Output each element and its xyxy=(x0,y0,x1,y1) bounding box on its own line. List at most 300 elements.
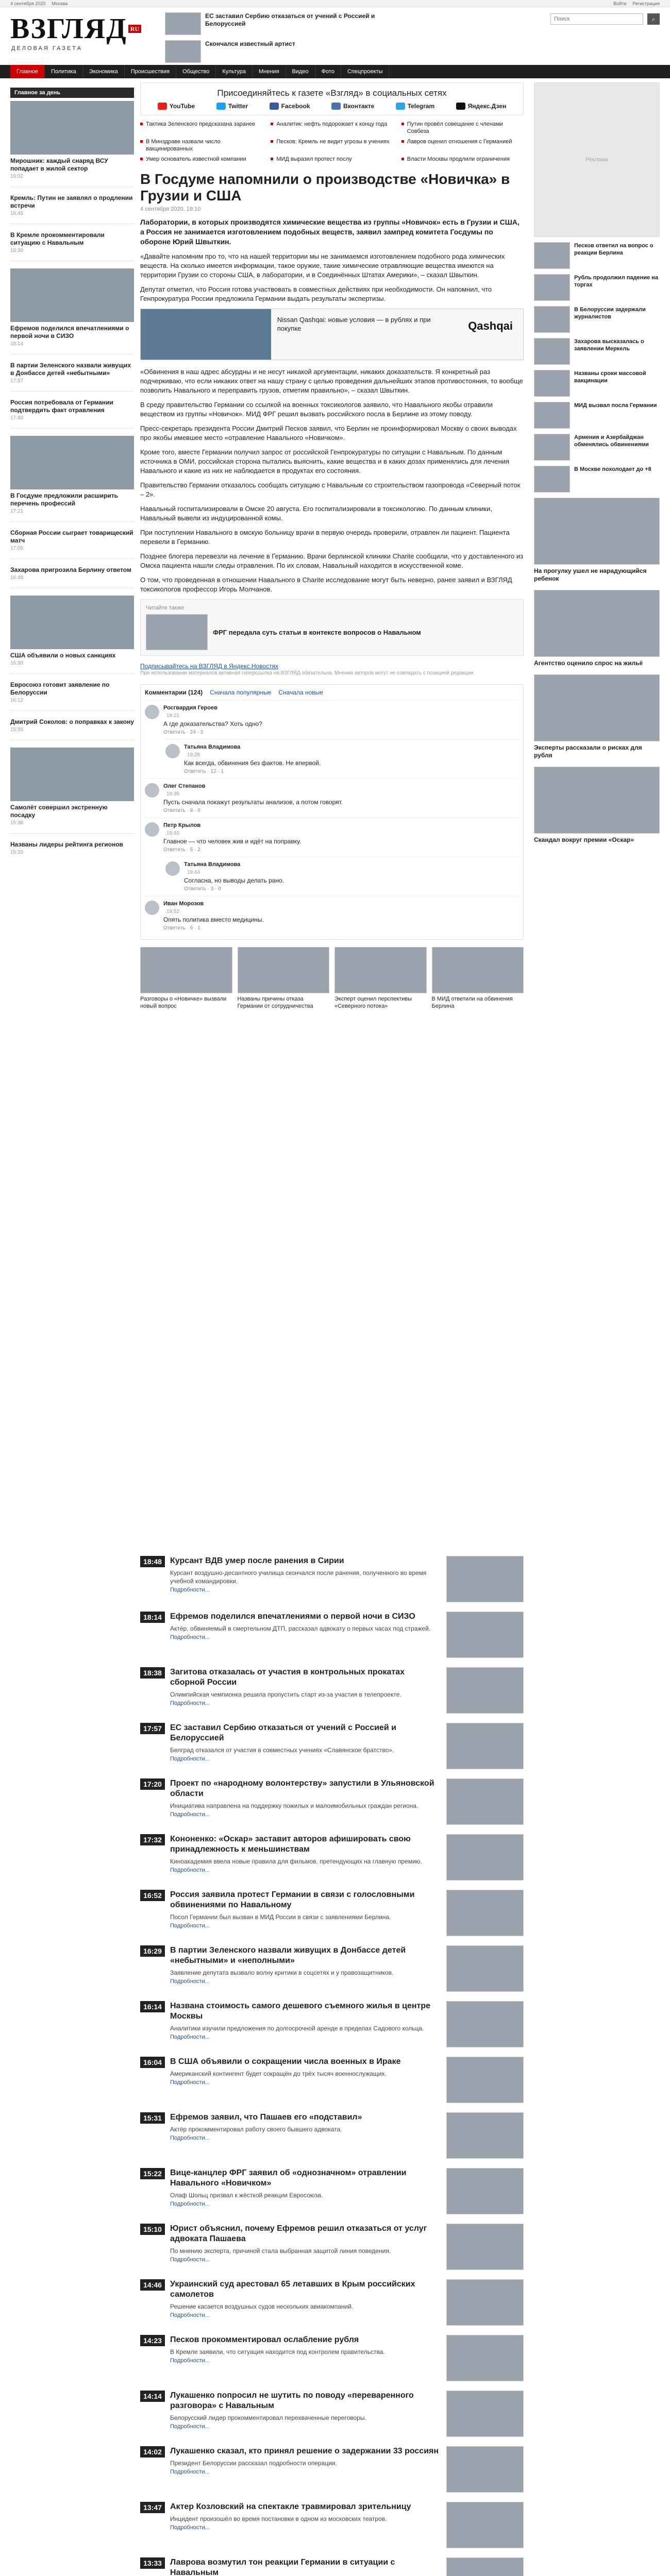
right-thumb xyxy=(534,402,570,429)
right-big-thumb xyxy=(534,674,660,741)
news-time: 15:20 xyxy=(10,850,24,855)
teaser-title: В МИД ответили на обвинения Берлина xyxy=(431,996,513,1009)
right-thumb xyxy=(534,434,570,461)
news-time: 17:21 xyxy=(10,509,24,514)
article-paragraph: «Давайте напомним про то, что на нашей территории мы не занимаемся изготовлением подобного рода химических веществ. На сколько имеется информации, такое оружие, такие химические отравляющие вещества имеются на территории Грузии со стороны США, в лаборатории, и в Соединённых Штатах Америки», – сказал Швыткин. xyxy=(140,252,505,279)
feed-item xyxy=(140,1834,524,1880)
comment-time: 19:44 xyxy=(187,870,200,875)
left-news-item[interactable] xyxy=(10,681,134,703)
bottom-teaser[interactable] xyxy=(432,947,524,1010)
top-news-item[interactable]: ЕС заставил Сербию отказаться от учений с Россией и Белоруссией xyxy=(165,12,387,35)
feed-headline[interactable]: Проект по «народному волонтерству» запустили в Ульяновской области xyxy=(170,1779,434,1798)
nav-item[interactable]: Политика xyxy=(45,65,83,78)
teaser-title: Названы причины отказа Германии от сотрудничества xyxy=(237,996,313,1009)
feed-thumb xyxy=(446,1890,524,1936)
teaser-text: Тактика Зеленского предсказана заранее xyxy=(146,121,256,127)
zen-link[interactable]: Яндекс.Дзен xyxy=(456,103,507,110)
nav-item[interactable]: Спецпроекты xyxy=(341,65,390,78)
comment-actions[interactable]: Ответить · 12 · 1 xyxy=(184,769,224,774)
register-link[interactable]: Регистрация xyxy=(632,1,660,6)
news-time: 19:02 xyxy=(10,174,24,179)
left-news-item[interactable] xyxy=(10,399,134,421)
news-time: 16:12 xyxy=(10,698,24,703)
right-news-item[interactable] xyxy=(534,306,660,333)
comment-actions[interactable]: Ответить · 5 · 2 xyxy=(163,847,200,853)
avatar xyxy=(145,901,159,915)
feed-headline[interactable]: В США объявили о сокращении числа военных в Ираке xyxy=(170,2057,401,2066)
left-news-item[interactable] xyxy=(10,566,134,581)
feed-description: Инициатива направлена на поддержку пожилых и малоимобильных граждан региона. xyxy=(170,1802,418,1809)
zen-icon xyxy=(456,103,465,110)
teaser-item[interactable] xyxy=(140,121,262,135)
right-news-title: МИД вызвал посла Германии xyxy=(574,402,657,409)
feed-time: 16:29 xyxy=(140,1945,165,1957)
comment xyxy=(165,739,519,778)
right-big-title: Агентство оценило спрос на жильё xyxy=(534,659,643,667)
bottom-teaser[interactable] xyxy=(238,947,330,1010)
comment-actions[interactable]: Ответить · 8 · 0 xyxy=(163,808,200,814)
right-news-title: Песков ответил на вопрос о реакции Берлина xyxy=(574,243,654,256)
article-paragraph: Навальный госпитализировали в Омске 20 августа. Его госпитализировали в токсикологию. По данным клиники, Навальный вывели из индуцированной комы. xyxy=(140,505,492,522)
news-caption: Названы лидеры рейтинга регионов xyxy=(10,841,123,848)
comment-time: 19:35 xyxy=(166,791,180,797)
feed-more-link[interactable]: Подробности... xyxy=(170,1923,210,1929)
comment-author[interactable]: Татьяна Владимова xyxy=(184,744,241,750)
comment-text: Опять политика вместо медицины. xyxy=(163,916,264,923)
copyright-note: При использовании материалов активная гиперссылка на ВЗГЛЯД обязательна. Мнения авторов могут не совпадать с позицией редакции. xyxy=(140,670,475,676)
twitter-icon xyxy=(216,103,226,110)
top-news-item[interactable]: Скончался известный артист xyxy=(165,40,387,63)
feed-more-link[interactable]: Подробности... xyxy=(170,1811,210,1818)
feed-more-link[interactable]: Подробности... xyxy=(170,2358,210,2364)
nav-item[interactable]: Мнения xyxy=(253,65,286,78)
header xyxy=(0,7,670,65)
feed-item xyxy=(140,2168,524,2214)
teaser-item[interactable] xyxy=(140,138,262,152)
left-news-item[interactable] xyxy=(10,718,134,733)
bottom-teasers xyxy=(140,947,524,1010)
feed-thumb xyxy=(446,1612,524,1658)
comments-block xyxy=(140,684,524,940)
bullet-icon xyxy=(401,158,404,160)
teaser-text: Аналитик: нефть подорожает к концу года xyxy=(276,121,388,127)
right-news-title: Армения и Азербайджан обменялись обвинениями xyxy=(574,434,649,448)
right-news-item[interactable] xyxy=(534,434,660,461)
feed-time: 15:31 xyxy=(140,2112,165,2124)
article-date: 4 сентября 2020, 19:10 xyxy=(140,206,201,212)
facebook-icon xyxy=(270,103,279,110)
youtube-icon xyxy=(158,103,167,110)
comment-time: 19:40 xyxy=(166,831,180,836)
teaser-thumb xyxy=(238,947,330,993)
teaser-grid xyxy=(140,121,524,163)
left-news-item[interactable] xyxy=(10,194,134,216)
nav-item[interactable]: Фото xyxy=(315,65,341,78)
comment-time: 19:28 xyxy=(187,752,200,758)
right-news-item[interactable] xyxy=(534,242,660,269)
right-big-list xyxy=(534,498,660,844)
feed-time: 13:47 xyxy=(140,2502,165,2513)
nav-item[interactable]: Культура xyxy=(216,65,253,78)
feed-item xyxy=(140,1778,524,1825)
feed-description: Белград отказался от участия в совместных учениях «Славянское братство». xyxy=(170,1747,394,1754)
sort-new[interactable]: Сначала новые xyxy=(278,689,323,696)
article-lead: Лаборатории, в которых производятся химические вещества из группы «Новичок» есть в Грузии и США, а Россия не занимается изготовлением подобных веществ, заявил зампред комитета Госдумы по обороне Юрий Швыткин. xyxy=(140,218,520,246)
feed-headline[interactable]: Вице-канцлер ФРГ заявил об «однозначном» отравлении Навального «Новичком» xyxy=(170,2168,407,2188)
nav-item[interactable]: Видео xyxy=(286,65,315,78)
bullet-icon xyxy=(271,158,273,160)
right-news-title: Захарова высказалась о заявлении Меркель xyxy=(574,338,644,352)
feed-headline[interactable]: Названа стоимость самого дешевого съемного жилья в центре Москвы xyxy=(170,2002,431,2021)
feed-headline[interactable]: Песков прокомментировал ослабление рубля xyxy=(170,2335,359,2344)
teaser-text: Умер основатель известной компании xyxy=(146,156,246,162)
news-image xyxy=(10,268,134,322)
teaser-item[interactable] xyxy=(401,121,524,135)
feed-time: 18:14 xyxy=(140,1612,165,1623)
teaser-thumb xyxy=(140,947,232,993)
right-news-list xyxy=(534,242,660,493)
telegram-icon xyxy=(396,103,405,110)
teaser-text: Лавров оценил отношения с Германией xyxy=(407,139,512,145)
news-caption: Россия потребовала от Германии подтвердить факт отравления xyxy=(10,399,113,414)
teaser-item[interactable] xyxy=(401,138,524,152)
news-caption: Кремль: Путин не заявлял о продлении встречи xyxy=(10,194,133,209)
feed-item xyxy=(140,2057,524,2103)
right-big-item[interactable] xyxy=(534,674,660,759)
left-news-item[interactable] xyxy=(10,596,134,666)
left-news-item[interactable] xyxy=(10,231,134,253)
separator xyxy=(10,833,134,834)
bullet-icon xyxy=(271,123,273,125)
feed-thumb xyxy=(446,2279,524,2326)
feed-time: 15:22 xyxy=(140,2168,165,2179)
feed-item xyxy=(140,1723,524,1769)
news-time: 18:45 xyxy=(10,211,24,216)
right-column xyxy=(534,82,660,851)
feed-item xyxy=(140,2112,524,2159)
news-caption: В Госдуме предложили расширить перечень профессий xyxy=(10,492,118,507)
teaser-text: Песков: Кремль не видит угрозы в учениях xyxy=(276,139,390,145)
feed-more-link[interactable]: Подробности... xyxy=(170,1634,210,1640)
right-big-title: На прогулку ушел не нарадующийся ребенок xyxy=(534,567,647,582)
teaser-item[interactable] xyxy=(271,138,393,152)
feed-headline[interactable]: Актер Козловский на спектакле травмировал зрительницу xyxy=(170,2502,411,2511)
nav-item[interactable]: Главное xyxy=(10,65,45,78)
news-caption: Сборная России сыграет товарищеский матч xyxy=(10,529,133,544)
comment-text: Главное — что человек жив и идёт на поправку. xyxy=(163,838,301,845)
right-big-item[interactable] xyxy=(534,590,660,667)
teaser-item[interactable] xyxy=(271,156,393,163)
article-paragraph: Позднее блогера перевезли на лечение в Германию. Врачи берлинской клиники Charite сообщили, что у доставленного из Омска пациента нашли следы отравления. По их словам, Навальный находится в искусственной коме. xyxy=(140,552,524,569)
teaser-text: В Минздраве назвали число вакцинированных xyxy=(146,139,221,152)
site-logo[interactable]: ВЗГЛЯД $^{RU}$ xyxy=(10,14,141,43)
feed-thumb xyxy=(446,2446,524,2493)
feed-description: Заявление депутата вызвало волну критики в соцсетях и у правозащитников. xyxy=(170,1969,394,1976)
news-caption: В Кремле прокомментировали ситуацию с Навальным xyxy=(10,231,105,246)
right-news-item[interactable] xyxy=(534,370,660,397)
article-paragraph: О том, что проведенная в отношении Навального в Charite исследование могут быть неверно, ранее заявил и ВЗГЛЯД токсикологов профессор Игорь Молчанов. xyxy=(140,576,512,593)
feed-description: Инцидент произошёл во время постановки в одном из московских театров. xyxy=(170,2515,387,2522)
feed-headline[interactable]: Ефремов поделился впечатлениями о первой ночи в СИЗО xyxy=(170,1612,415,1621)
feed-headline[interactable]: Загитова отказалась от участия в контрольных прокатах сборной России xyxy=(170,1668,405,1687)
bullet-icon xyxy=(401,140,404,143)
avatar xyxy=(165,861,180,876)
feed-more-link[interactable]: Подробности... xyxy=(170,1867,210,1873)
feed-thumb xyxy=(446,2557,524,2576)
feed-description: Белорусский лидер прокомментировал перехваченные переговоры. xyxy=(170,2414,366,2421)
news-time: 18:30 xyxy=(10,248,24,253)
feed-thumb xyxy=(446,1834,524,1880)
feed-thumb xyxy=(446,1667,524,1714)
comment-author[interactable]: Олег Степанов xyxy=(163,783,206,789)
nav-item[interactable]: Общество xyxy=(176,65,216,78)
feed-description: В Кремле заявили, что ситуация находится под контролем правительства. xyxy=(170,2348,385,2355)
comment-actions[interactable]: Ответить · 3 · 0 xyxy=(184,886,221,892)
feed-headline[interactable]: Юрист объяснил, почему Ефремов решил отказаться от услуг адвоката Пашаева xyxy=(170,2224,427,2243)
right-thumb xyxy=(534,370,570,397)
feed-item xyxy=(140,2224,524,2270)
avatar xyxy=(145,705,159,719)
feed-time: 17:20 xyxy=(140,1778,165,1790)
comment xyxy=(145,700,519,739)
facebook-link[interactable]: Facebook xyxy=(270,103,310,110)
related-box[interactable] xyxy=(140,599,524,656)
bottom-teaser[interactable] xyxy=(334,947,427,1010)
header-search xyxy=(550,13,660,25)
teaser-text: Путин провёл совещание с членами Совбеза xyxy=(407,121,503,134)
center-column xyxy=(140,82,524,1017)
separator xyxy=(10,710,134,711)
twitter-link[interactable]: Twitter xyxy=(216,103,248,110)
feed-time: 16:04 xyxy=(140,2057,165,2068)
feed-thumb xyxy=(446,2335,524,2381)
search-input[interactable] xyxy=(550,13,643,25)
feed-thumb xyxy=(446,2168,524,2214)
left-news-item[interactable] xyxy=(10,748,134,826)
bullet-icon xyxy=(401,123,404,125)
right-big-item[interactable] xyxy=(534,498,660,583)
feed-headline[interactable]: Лукашенко сказал, кто принял решение о задержании 33 россиян xyxy=(170,2447,439,2455)
news-time: 17:05 xyxy=(10,546,24,551)
feed-description: Киноакадемия ввела новые правила для фильмов, претендующих на главную премию. xyxy=(170,1858,423,1865)
right-news-title: Рубль продолжил падение на торгах xyxy=(574,275,658,288)
feed-more-link[interactable]: Подробности... xyxy=(170,1756,210,1762)
separator xyxy=(10,558,134,559)
left-news-item[interactable] xyxy=(10,268,134,347)
news-feed xyxy=(140,1556,524,2576)
feed-time: 14:14 xyxy=(140,2391,165,2402)
ad-brand: Qashqai xyxy=(468,319,513,332)
bullet-icon xyxy=(140,140,143,143)
right-ad[interactable]: Реклама xyxy=(534,82,660,237)
left-news-item[interactable] xyxy=(10,101,134,179)
comment-author[interactable]: Татьяна Владимова xyxy=(184,861,241,868)
news-time: 15:38 xyxy=(10,820,24,826)
feed-item xyxy=(140,2502,524,2548)
search-button[interactable]: ⌕ xyxy=(647,13,660,25)
feed-description: Посол Германии был вызван в МИД России в связи с заявлениями Берлина. xyxy=(170,1913,391,1921)
feed-headline[interactable]: В партии Зеленского назвали живущих в Донбассе детей «небытными» и «неполными» xyxy=(170,1946,406,1965)
feed-item xyxy=(140,2279,524,2326)
news-thumb xyxy=(165,12,201,35)
teaser-item[interactable] xyxy=(140,156,262,163)
feed-more-link[interactable]: Подробности... xyxy=(170,2312,210,2318)
right-news-title: В Белоруссии задержали журналистов xyxy=(574,307,646,320)
feed-more-link[interactable]: Подробности... xyxy=(170,1700,210,1706)
comment-author[interactable]: Росгвардия Героев xyxy=(163,705,217,711)
feed-time: 16:14 xyxy=(140,2001,165,2012)
feed-headline[interactable]: Россия заявила протест Германии в связи с голословными обвинениями по Навальному xyxy=(170,1890,415,1909)
login-link[interactable]: Войти xyxy=(613,1,627,6)
article-ad[interactable] xyxy=(140,309,524,360)
feed-thumb xyxy=(446,1556,524,1602)
left-news-item[interactable] xyxy=(10,362,134,384)
teaser-thumb xyxy=(334,947,427,993)
right-thumb xyxy=(534,306,570,333)
comment xyxy=(165,857,519,896)
feed-headline[interactable]: Лукашенко попросил не шутить по поводу «переваренного разговора» с Навальным xyxy=(170,2391,414,2410)
right-thumb xyxy=(534,466,570,493)
right-news-item[interactable] xyxy=(534,466,660,493)
feed-more-link[interactable]: Подробности... xyxy=(170,2135,210,2141)
news-time: 17:57 xyxy=(10,378,24,384)
right-big-item[interactable] xyxy=(534,767,660,844)
feed-headline[interactable]: Кононенко: «Оскар» заставит авторов афишировать свою принадлежность к меньшинствам xyxy=(170,1835,411,1854)
feed-more-link[interactable]: Подробности... xyxy=(170,2469,210,2475)
feed-thumb xyxy=(446,2502,524,2548)
top-strip xyxy=(0,0,670,7)
feed-time: 15:10 xyxy=(140,2224,165,2235)
news-caption: США объявили о новых санкциях xyxy=(10,652,116,659)
feed-time: 17:32 xyxy=(140,1834,165,1845)
feed-description: Олаф Шольц призвал к жёсткой реакции Евросоюза. xyxy=(170,2192,323,2199)
feed-item xyxy=(140,1612,524,1658)
feed-headline[interactable]: Лаврова возмутил тон реакции Германии в ситуации с Навальным xyxy=(170,2558,395,2576)
news-image xyxy=(10,748,134,801)
news-caption: Мирошник: каждый снаряд ВСУ попадает в жилой сектор xyxy=(10,157,108,172)
news-caption: Ефремов поделился впечатлениями о первой ночи в СИЗО xyxy=(10,325,129,340)
news-thumb xyxy=(165,40,201,63)
separator xyxy=(10,673,134,674)
comment-actions[interactable]: Ответить · 24 · 3 xyxy=(163,730,204,735)
right-news-item[interactable] xyxy=(534,274,660,301)
feed-thumb xyxy=(446,1778,524,1825)
nav-item[interactable]: Происшествия xyxy=(125,65,176,78)
feed-time: 18:48 xyxy=(140,1556,165,1567)
teaser-title: Разговоры о «Новичке» вызвали новый вопрос xyxy=(140,996,227,1009)
news-caption: Дмитрий Соколов: о поправках к закону xyxy=(10,718,134,725)
right-news-item[interactable] xyxy=(534,338,660,365)
feed-item xyxy=(140,1890,524,1936)
right-thumb xyxy=(534,242,570,269)
social-promo xyxy=(140,82,524,115)
vk-link[interactable]: Вконтакте xyxy=(331,103,374,110)
left-news-item[interactable] xyxy=(10,841,134,855)
nav-item[interactable]: Экономика xyxy=(83,65,125,78)
feed-thumb xyxy=(446,1945,524,1992)
article-paragraph: «Обвинения в наш адрес абсурдны и не несут никакой аргументации, никаких доказательств. Я конкретный раз подчеркиваю, что если никаких ответ на нашу страну с целью проведения дальнейших этапов противостояния, то вообще позволить Навального и переправить грузов, отметим правильно», – сказал Швыткин. xyxy=(140,368,523,394)
feed-more-link[interactable]: Подробности... xyxy=(170,2034,210,2040)
feed-headline[interactable]: Курсант ВДВ умер после ранения в Сирии xyxy=(170,1556,344,1565)
comment-text: Согласна, но выводы делать рано. xyxy=(184,877,284,884)
feed-item xyxy=(140,2446,524,2493)
news-time: 18:14 xyxy=(10,341,24,347)
youtube-link[interactable]: YouTube xyxy=(158,103,195,110)
feed-item xyxy=(140,1556,524,1602)
comment-text: Пусть сначала покажут результаты анализов, а потом говорят. xyxy=(163,799,343,806)
teaser-item[interactable] xyxy=(401,156,524,163)
news-image xyxy=(10,596,134,649)
promo-title: Присоединяйтесь к газете «Взгляд» в социальных сетях xyxy=(217,88,447,98)
article-paragraph: В среду правительство Германии со ссылкой на военных токсикологов заявило, что Навального якобы отравили веществом из группы «Новичок». МИД ФРГ решил вызвать российского посла в Берлине из этому поводу. xyxy=(140,401,493,418)
comment-author[interactable]: Иван Морозов xyxy=(163,901,204,907)
feed-item xyxy=(140,1667,524,1714)
news-time: 16:48 xyxy=(10,575,24,581)
avatar xyxy=(145,822,159,837)
feed-item xyxy=(140,2391,524,2437)
feed-thumb xyxy=(446,2001,524,2047)
right-news-title: Названы сроки массовой вакцинации xyxy=(574,370,646,384)
feed-more-link[interactable]: Подробности... xyxy=(170,2424,210,2430)
comment-author[interactable]: Петр Крылов xyxy=(163,822,201,828)
article-paragraph: Кроме того, вместе Германии получил запрос от российской Генпрокуратуры по ситуации с Навальным. По данным источника в ОМИ, российская сторона пытались выяснить, какие вещества и в каких дозах применялись для лечения Навального и какие из них не наблюдается в продуктах его состояния. xyxy=(140,448,510,474)
left-news-item[interactable] xyxy=(10,529,134,551)
news-time: 15:55 xyxy=(10,727,24,733)
feed-description: По мнению эксперта, причиной стала выбранная защитой линия поведения. xyxy=(170,2247,391,2255)
article-paragraph: При поступлении Навального в омскую больницу врачи в первую очередь проверили, отравлен ли пациент. Пациента перевели в Германию. xyxy=(140,529,510,546)
telegram-link[interactable]: Telegram xyxy=(396,103,434,110)
feed-thumb xyxy=(446,1723,524,1769)
subscribe-link[interactable]: Подписывайтесь на ВЗГЛЯД в Яндекс.Новостях xyxy=(140,663,279,670)
feed-thumb xyxy=(446,2112,524,2159)
sort-popular[interactable]: Сначала популярные xyxy=(210,689,272,696)
feed-time: 16:52 xyxy=(140,1890,165,1901)
feed-more-link[interactable]: Подробности... xyxy=(170,2079,210,2086)
feed-more-link[interactable]: Подробности... xyxy=(170,1978,210,1985)
feed-description: Решение касается воздушных судов нескольких авиакомпаний. xyxy=(170,2303,354,2310)
feed-item xyxy=(140,1945,524,1992)
right-big-thumb xyxy=(534,498,660,565)
feed-headline[interactable]: Украинский суд арестовал 65 летавших в Крым российских самолетов xyxy=(170,2280,415,2299)
comments-count: Комментарии (124) xyxy=(145,689,203,696)
related-heading: Читайте также xyxy=(146,605,185,611)
feed-headline[interactable]: Ефремов заявил, что Пашаев его «подставил» xyxy=(170,2113,362,2122)
feed-more-link[interactable]: Подробности... xyxy=(170,1587,210,1593)
city-label: Москва xyxy=(52,1,68,6)
comment-time: 19:52 xyxy=(166,909,180,914)
ad-image xyxy=(141,309,271,360)
teaser-item[interactable] xyxy=(271,121,393,135)
feed-description: Аналитики изучили предложения по долгосрочной аренде в пределах Садового кольца. xyxy=(170,2025,424,2032)
feed-time: 18:38 xyxy=(140,1667,165,1679)
separator xyxy=(10,521,134,522)
left-news-item[interactable] xyxy=(10,436,134,514)
feed-headline[interactable]: ЕС заставил Сербию отказаться от учений с Россией и Белоруссией xyxy=(170,1723,396,1742)
feed-more-link[interactable]: Подробности... xyxy=(170,2201,210,2207)
feed-thumb xyxy=(446,2057,524,2103)
comment-actions[interactable]: Ответить · 6 · 1 xyxy=(163,925,200,931)
feed-more-link[interactable]: Подробности... xyxy=(170,2257,210,2263)
right-big-title: Эксперты рассказали о рисках для рубля xyxy=(534,744,642,759)
news-caption: Евросоюз готовит заявление по Белоруссии xyxy=(10,681,110,696)
bullet-icon xyxy=(140,123,143,125)
news-image xyxy=(10,436,134,489)
right-news-item[interactable] xyxy=(534,402,660,429)
avatar xyxy=(165,744,180,758)
feed-time: 14:02 xyxy=(140,2446,165,2458)
feed-more-link[interactable]: Подробности... xyxy=(170,2524,210,2531)
bottom-teaser[interactable] xyxy=(140,947,232,1010)
